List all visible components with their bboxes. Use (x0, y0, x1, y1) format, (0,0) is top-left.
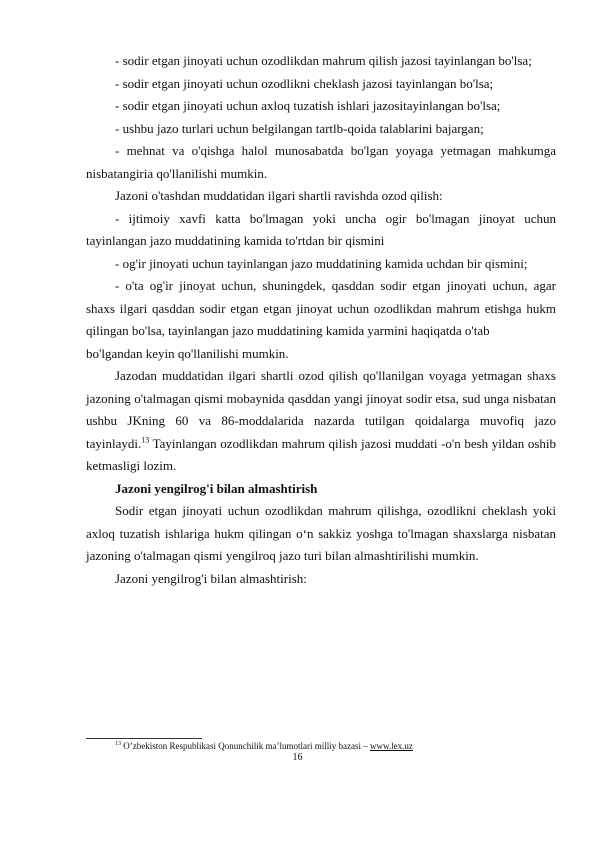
paragraph-10: bo'lgandan keyin qo'llanilishi mumkin. (86, 345, 289, 361)
paragraph-12: Sodir etgan jinoyati uchun ozodlikdan mahrum qilishga, ozodlikni cheklash yoki axloq tuzatish ishlariga hukm qilingan o‘n sakkiz yoshga to'lmagan shaxslarga nisbatan jazoning o'talmagan qismi yengilroq jazo turi bilan almashtirilishi mumkin. (86, 503, 556, 563)
footnote-text: O’zbekiston Respublikasi Qonunchilik ma’lumotlari milliy bazasi – (123, 741, 370, 751)
paragraph-3: - sodir etgan jinoyati uchun axloq tuzatish ishlari jazositayinlangan bo'lsa; (115, 98, 501, 113)
paragraph-5: - mehnat va o'qishga halol munosabatda bo'lgan yoyaga yetmagan mahkumga nisbatangiria qo'llanilishi mumkin. (86, 143, 556, 181)
paragraph-6: Jazoni o'tashdan muddatidan ilgari shartli ravishda ozod qilish: (115, 188, 443, 203)
paragraph-7: - ijtimoiy xavfi katta bo'lmagan yoki uncha ogir bo'lmagan jinoyat uchun tayinlangan jazo muddatining kamida to'rtdan bir qismini (86, 210, 556, 248)
footnote (115, 740, 413, 752)
footnote-link[interactable]: www.lex.uz (369, 741, 413, 751)
paragraph-11 (86, 365, 556, 478)
paragraph-11-text: Jazodan muddatidan ilgari shartli ozod qilish qo'llanilgan voyaga yetmagan shaxs jazoning o'talmagan qismi mobaynida qasddan yangi jinoyat sodir etsa, sud unga nisbatan ushbu JKning 60 va 86-moddalarida nazarda tutilgan qoidalarga muvofiq jazo tayinlaydi. (86, 368, 556, 451)
footnote-divider (86, 738, 202, 739)
footnote-reference[interactable]: 13 (141, 435, 150, 445)
section-heading: Jazoni yengilrog'i bilan almashtirish (115, 480, 318, 496)
paragraph-11-continuation: Tayinlangan ozodlikdan mahrum qilish jazosi muddati -o'n besh yildan oshib ketmasligi lozim. (86, 435, 556, 473)
paragraph-4: - ushbu jazo turlari uchun belgilangan tartlb-qoida talablarini bajargan; (115, 120, 484, 136)
paragraph-13: Jazoni yengilrog'i bilan almashtirish: (115, 570, 307, 586)
paragraph-8: - og'ir jinoyati uchun tayinlangan jazo muddatining kamida uchdan bir qismini; (115, 255, 528, 271)
page-number: 16 (292, 752, 303, 763)
paragraph-9: - o'ta og'ir jinoyat uchun, shuningdek, qasddan sodir etgan jinoyati uchun, agar shaxs ilgari qasddan sodir etgan etgan jinoyat uchun ozodlikdan mahrum etishga hukm qilingan bo'lsa, tayinlangan jazo muddatining kamida yarmini haqiqatda o'tab (86, 278, 556, 338)
document-body (86, 50, 556, 590)
footnote-number: 13 (115, 741, 121, 747)
paragraph-2: - sodir etgan jinoyati uchun ozodlikni cheklash jazosi tayinlangan bo'lsa; (115, 75, 494, 91)
paragraph-1: - sodir etgan jinoyati uchun ozodlikdan mahrum qilish jazosi tayinlangan bo'lsa; (115, 53, 532, 68)
